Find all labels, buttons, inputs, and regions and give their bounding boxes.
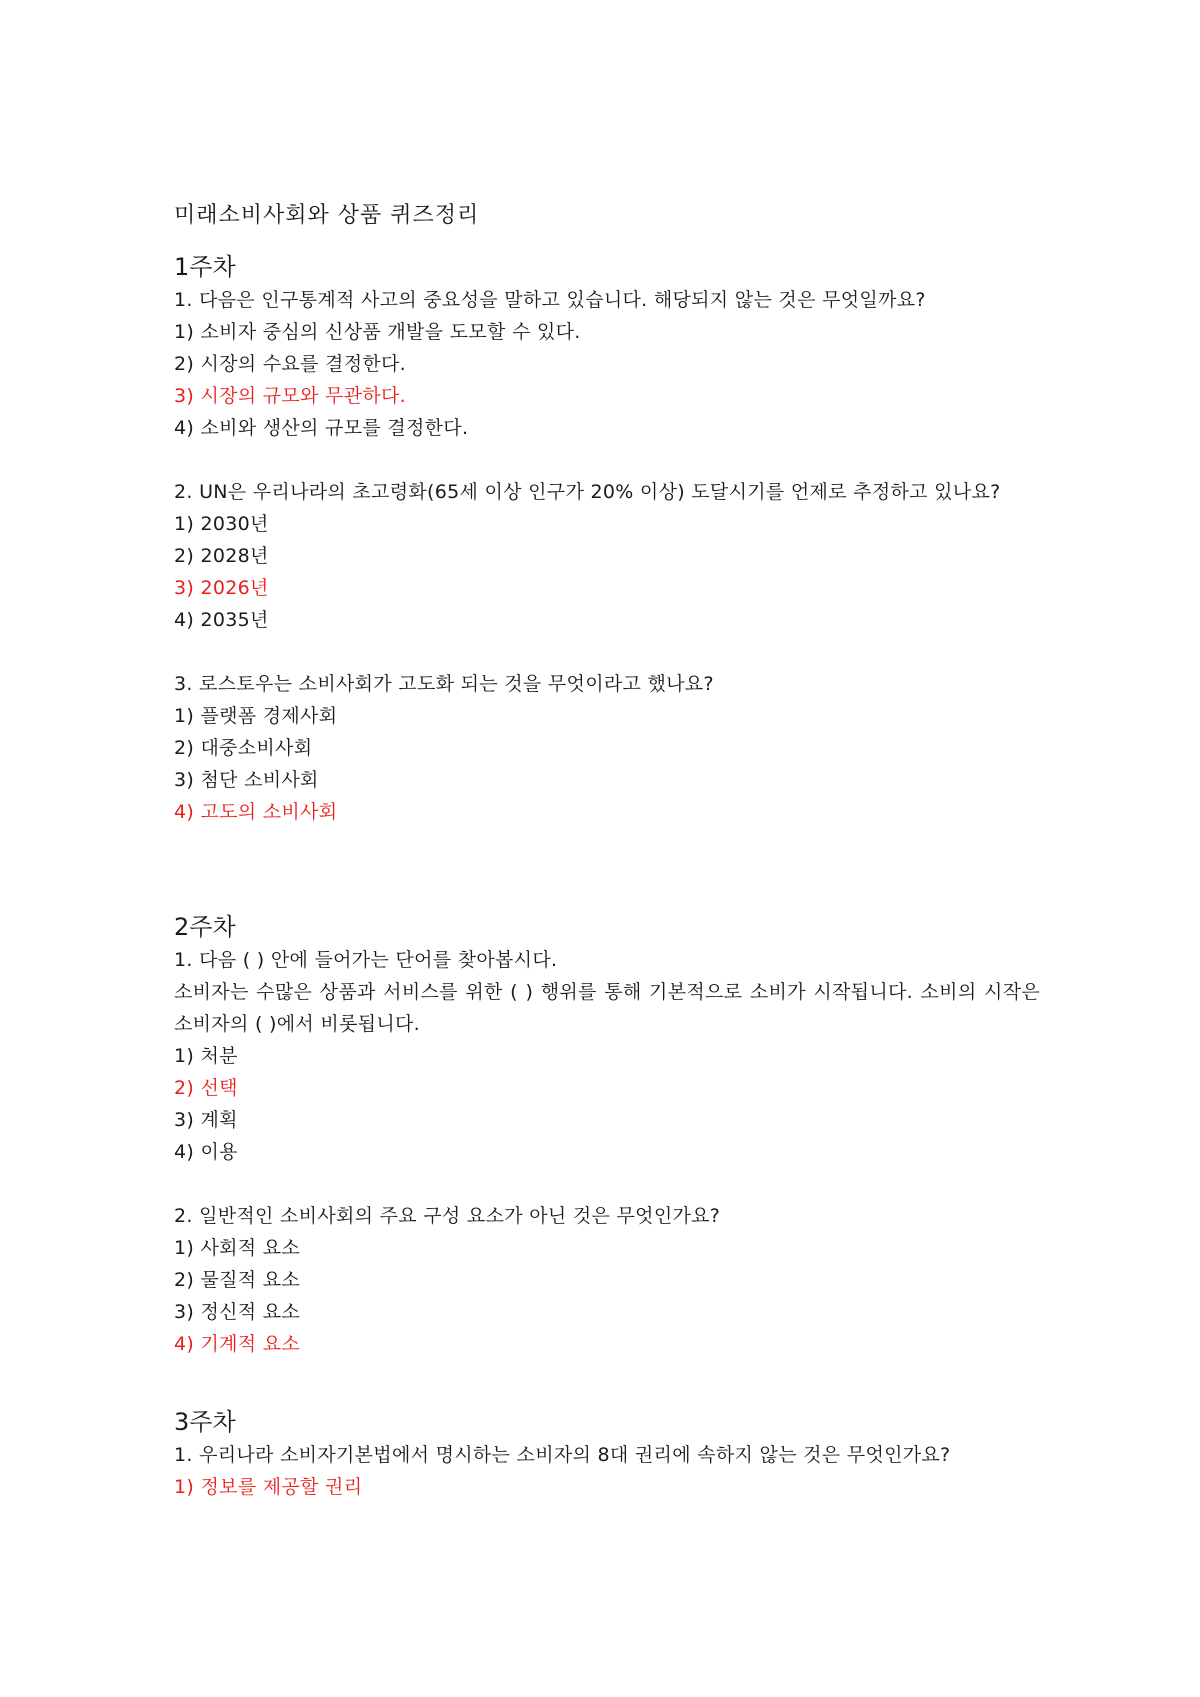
option: 4) 이용 bbox=[174, 1141, 238, 1163]
correct-option: 4) 고도의 소비사회 bbox=[174, 801, 338, 823]
option: 3) 계획 bbox=[174, 1109, 238, 1131]
question-2 bbox=[174, 1200, 1040, 1360]
week-2-section bbox=[174, 910, 1040, 1360]
document-title: 미래소비사회와 상품 퀴즈정리 bbox=[174, 203, 480, 228]
option: 1) 2030년 bbox=[174, 513, 269, 535]
correct-option: 3) 시장의 규모와 무관하다. bbox=[174, 385, 406, 407]
question-passage: 소비자는 수많은 상품과 서비스를 위한 ( ) 행위를 통해 기본적으로 소비가 시작됩니다. 소비의 시작은 소비자의 ( )에서 비롯됩니다. bbox=[174, 981, 1040, 1035]
option: 2) 대중소비사회 bbox=[174, 737, 313, 759]
option: 4) 소비와 생산의 규모를 결정한다. bbox=[174, 417, 469, 439]
question-text: 1. 다음 ( ) 안에 들어가는 단어를 찾아봅시다. bbox=[174, 949, 558, 971]
week-heading: 3주차 bbox=[174, 1408, 236, 1436]
question-1 bbox=[174, 1439, 1040, 1503]
option: 2) 시장의 수요를 결정한다. bbox=[174, 353, 406, 375]
question-1 bbox=[174, 944, 1040, 1168]
question-text: 2. UN은 우리나라의 초고령화(65세 이상 인구가 20% 이상) 도달시기를 언제로 추정하고 있나요? bbox=[174, 481, 1001, 503]
week-3-section bbox=[174, 1405, 1040, 1503]
week-heading: 2주차 bbox=[174, 913, 236, 941]
option: 4) 2035년 bbox=[174, 609, 269, 631]
question-text: 3. 로스토우는 소비사회가 고도화 되는 것을 무엇이라고 했나요? bbox=[174, 673, 714, 695]
question-1 bbox=[174, 284, 1040, 444]
question-text: 1. 우리나라 소비자기본법에서 명시하는 소비자의 8대 권리에 속하지 않는 것은 무엇인가요? bbox=[174, 1444, 951, 1466]
option: 2) 2028년 bbox=[174, 545, 269, 567]
option: 3) 첨단 소비사회 bbox=[174, 769, 319, 791]
option: 1) 플랫폼 경제사회 bbox=[174, 705, 338, 727]
question-text: 2. 일반적인 소비사회의 주요 구성 요소가 아닌 것은 무엇인가요? bbox=[174, 1205, 721, 1227]
option: 1) 사회적 요소 bbox=[174, 1237, 301, 1259]
week-heading: 1주차 bbox=[174, 253, 236, 281]
option: 3) 정신적 요소 bbox=[174, 1301, 301, 1323]
option: 2) 물질적 요소 bbox=[174, 1269, 301, 1291]
option: 1) 처분 bbox=[174, 1045, 238, 1067]
week-1-section bbox=[174, 250, 1040, 828]
question-text: 1. 다음은 인구통계적 사고의 중요성을 말하고 있습니다. 해당되지 않는 것은 무엇일까요? bbox=[174, 289, 926, 311]
correct-option: 3) 2026년 bbox=[174, 577, 269, 599]
option: 1) 소비자 중심의 신상품 개발을 도모할 수 있다. bbox=[174, 321, 581, 343]
correct-option: 4) 기계적 요소 bbox=[174, 1333, 301, 1355]
question-3 bbox=[174, 668, 1040, 828]
correct-option: 1) 정보를 제공할 권리 bbox=[174, 1476, 363, 1498]
correct-option: 2) 선택 bbox=[174, 1077, 238, 1099]
question-2 bbox=[174, 476, 1040, 636]
